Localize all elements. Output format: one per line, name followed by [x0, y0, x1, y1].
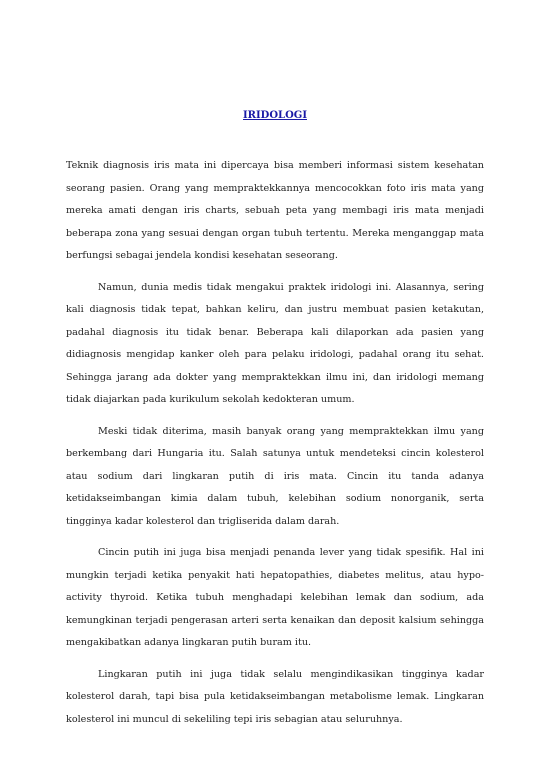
paragraph-5: Lingkaran putih ini juga tidak selalu mengindikasikan tingginya kadar kolesterol darah, tapi bisa pula ketidakseimbangan metabolisme lemak. Lingkaran kolesterol ini muncul di sekeliling tepi iris sebagian atau seluruhnya. — [66, 668, 484, 725]
paragraph-1: Teknik diagnosis iris mata ini dipercaya bisa memberi informasi sistem kesehatan seorang pasien. Orang yang mempraktekkannya mencocokkan foto iris mata yang mereka amati dengan iris charts, sebuah peta yang membagi iris mata menjadi beberapa zona yang sesuai dengan organ tubuh tertentu. Mereka menganggap mata berfungsi sebagai jendela kondisi kesehatan seseorang. — [66, 160, 484, 261]
paragraph-4: Cincin putih ini juga bisa menjadi penanda lever yang tidak spesifik. Hal ini mungkin terjadi ketika penyakit hati hepatopathies, diabetes melitus, atau hypo-activity thyroid. Ketika tubuh menghadapi kelebihan lemak dan sodium, ada kemungkinan terjadi pengerasan arteri serta kenaikan dan deposit kalsium sehingga mengakibatkan adanya lingkaran putih buram itu. — [66, 547, 484, 648]
paragraph-3: Meski tidak diterima, masih banyak orang yang mempraktekkan ilmu yang berkembang dari Hungaria itu. Salah satunya untuk mendeteksi cincin kolesterol atau sodium dari lingkaran putih di iris mata. Cincin itu tanda adanya ketidakseimbangan kimia dalam tubuh, kelebihan sodium nonorganik, serta tingginya kadar kolesterol dan trigliserida dalam darah. — [66, 425, 484, 527]
document-body — [66, 155, 484, 740]
paragraph-2: Namun, dunia medis tidak mengakui praktek iridologi ini. Alasannya, sering kali diagnosis tidak tepat, bahkan keliru, dan justru membuat pasien ketakutan, padahal diagnosis itu tidak benar. Beberapa kali dilaporkan ada pasien yang didiagnosis mengidap kanker oleh para pelaku iridologi, padahal orang itu sehat. Sehingga jarang ada dokter yang mempraktekkan ilmu ini, dan iridologi memang tidak diajarkan pada kurikulum sekolah kedokteran umum. — [66, 281, 484, 405]
document-title: IRIDOLOGI — [242, 110, 307, 121]
